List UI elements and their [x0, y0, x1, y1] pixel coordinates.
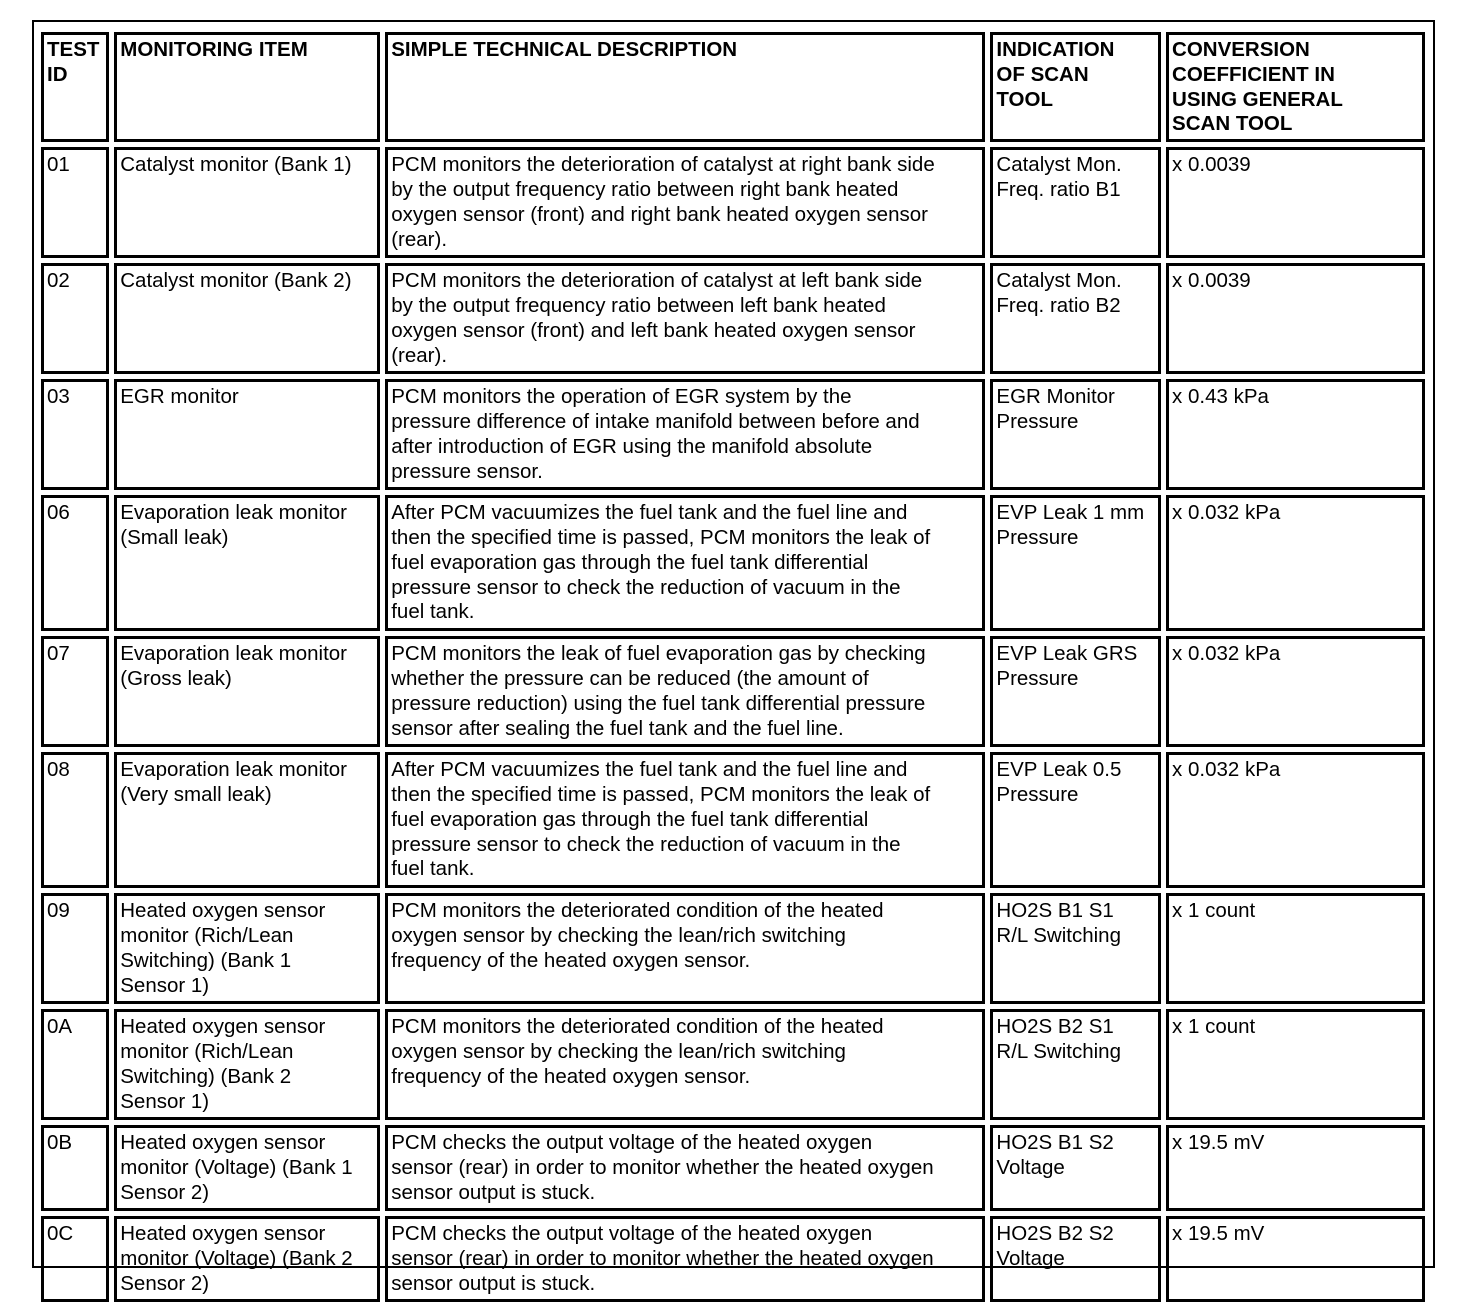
- cell-description: PCM monitors the leak of fuel evaporation gas by checking whether the pressure can be reduced (the amount of pressure reduction) using the fuel tank differential pressure sensor after sealing the fuel tank and the fuel line.: [385, 636, 985, 747]
- cell-conversion: x 1 count: [1166, 1009, 1425, 1120]
- cell-description: After PCM vacuumizes the fuel tank and the fuel line and then the specified time is passed, PCM monitors the leak of fuel evaporation gas through the fuel tank differential pressure sensor to check the reduction of vacuum in the fuel tank.: [385, 495, 985, 631]
- cell-monitoring-item: Evaporation leak monitor (Gross leak): [114, 636, 380, 747]
- cell-indication: EVP Leak 1 mm Pressure: [990, 495, 1161, 631]
- table-row: [41, 379, 1425, 490]
- table-header-row: [41, 32, 1425, 142]
- cell-monitoring-item: Evaporation leak monitor (Small leak): [114, 495, 380, 631]
- table-row: [41, 752, 1425, 888]
- cell-conversion: x 0.032 kPa: [1166, 752, 1425, 888]
- cell-monitoring-item: EGR monitor: [114, 379, 380, 490]
- cell-monitoring-item: Catalyst monitor (Bank 2): [114, 263, 380, 374]
- cell-description: PCM checks the output voltage of the heated oxygen sensor (rear) in order to monitor whether the heated oxygen sensor output is stuck.: [385, 1125, 985, 1211]
- cell-indication: EVP Leak GRS Pressure: [990, 636, 1161, 747]
- cell-description: PCM monitors the deterioration of catalyst at left bank side by the output frequency ratio between left bank heated oxygen sensor (front) and left bank heated oxygen sensor (rear).: [385, 263, 985, 374]
- cell-test-id: 08: [41, 752, 109, 888]
- table-row: [41, 495, 1425, 631]
- cell-test-id: 09: [41, 893, 109, 1004]
- cell-test-id: 02: [41, 263, 109, 374]
- cell-monitoring-item: Heated oxygen sensor monitor (Rich/Lean Switching) (Bank 1 Sensor 1): [114, 893, 380, 1004]
- cell-monitoring-item: Heated oxygen sensor monitor (Rich/Lean Switching) (Bank 2 Sensor 1): [114, 1009, 380, 1120]
- cell-description: PCM checks the output voltage of the heated oxygen sensor (rear) in order to monitor whether the heated oxygen sensor output is stuck.: [385, 1216, 985, 1302]
- cell-monitoring-item: Evaporation leak monitor (Very small leak): [114, 752, 380, 888]
- table-row: [41, 263, 1425, 374]
- table-row: [41, 893, 1425, 1004]
- header-monitoring-item: MONITORING ITEM: [114, 32, 380, 142]
- cell-conversion: x 1 count: [1166, 893, 1425, 1004]
- cell-conversion: x 0.0039: [1166, 263, 1425, 374]
- cell-test-id: 0B: [41, 1125, 109, 1211]
- cell-test-id: 01: [41, 147, 109, 258]
- cell-indication: HO2S B1 S2 Voltage: [990, 1125, 1161, 1211]
- header-test-id: TEST ID: [41, 32, 109, 142]
- monitoring-items-table: [36, 27, 1430, 1307]
- cell-indication: EGR Monitor Pressure: [990, 379, 1161, 490]
- table-row: [41, 636, 1425, 747]
- cell-test-id: 0C: [41, 1216, 109, 1302]
- cell-indication: EVP Leak 0.5 Pressure: [990, 752, 1161, 888]
- table-row: [41, 1125, 1425, 1211]
- cell-conversion: x 0.43 kPa: [1166, 379, 1425, 490]
- cell-description: PCM monitors the deteriorated condition of the heated oxygen sensor by checking the lean/rich switching frequency of the heated oxygen sensor.: [385, 1009, 985, 1120]
- cell-test-id: 0A: [41, 1009, 109, 1120]
- cell-indication: HO2S B2 S1 R/L Switching: [990, 1009, 1161, 1120]
- table-row: [41, 147, 1425, 258]
- cell-conversion: x 0.032 kPa: [1166, 495, 1425, 631]
- cell-description: After PCM vacuumizes the fuel tank and the fuel line and then the specified time is passed, PCM monitors the leak of fuel evaporation gas through the fuel tank differential pressure sensor to check the reduction of vacuum in the fuel tank.: [385, 752, 985, 888]
- header-conversion: CONVERSION COEFFICIENT IN USING GENERAL SCAN TOOL: [1166, 32, 1425, 142]
- cell-indication: HO2S B2 S2 Voltage: [990, 1216, 1161, 1302]
- table-row: [41, 1216, 1425, 1302]
- cell-test-id: 07: [41, 636, 109, 747]
- cell-conversion: x 19.5 mV: [1166, 1125, 1425, 1211]
- cell-indication: Catalyst Mon. Freq. ratio B2: [990, 263, 1161, 374]
- cell-monitoring-item: Catalyst monitor (Bank 1): [114, 147, 380, 258]
- header-indication: INDICATION OF SCAN TOOL: [990, 32, 1161, 142]
- cell-conversion: x 0.032 kPa: [1166, 636, 1425, 747]
- cell-indication: Catalyst Mon. Freq. ratio B1: [990, 147, 1161, 258]
- cell-test-id: 03: [41, 379, 109, 490]
- cell-indication: HO2S B1 S1 R/L Switching: [990, 893, 1161, 1004]
- cell-description: PCM monitors the operation of EGR system by the pressure difference of intake manifold between before and after introduction of EGR using the manifold absolute pressure sensor.: [385, 379, 985, 490]
- cell-test-id: 06: [41, 495, 109, 631]
- cell-conversion: x 19.5 mV: [1166, 1216, 1425, 1302]
- header-description: SIMPLE TECHNICAL DESCRIPTION: [385, 32, 985, 142]
- cell-description: PCM monitors the deteriorated condition of the heated oxygen sensor by checking the lean/rich switching frequency of the heated oxygen sensor.: [385, 893, 985, 1004]
- cell-conversion: x 0.0039: [1166, 147, 1425, 258]
- cell-monitoring-item: Heated oxygen sensor monitor (Voltage) (Bank 1 Sensor 2): [114, 1125, 380, 1211]
- cell-description: PCM monitors the deterioration of catalyst at right bank side by the output frequency ratio between right bank heated oxygen sensor (front) and right bank heated oxygen sensor (rear).: [385, 147, 985, 258]
- cell-monitoring-item: Heated oxygen sensor monitor (Voltage) (Bank 2 Sensor 2): [114, 1216, 380, 1302]
- table-row: [41, 1009, 1425, 1120]
